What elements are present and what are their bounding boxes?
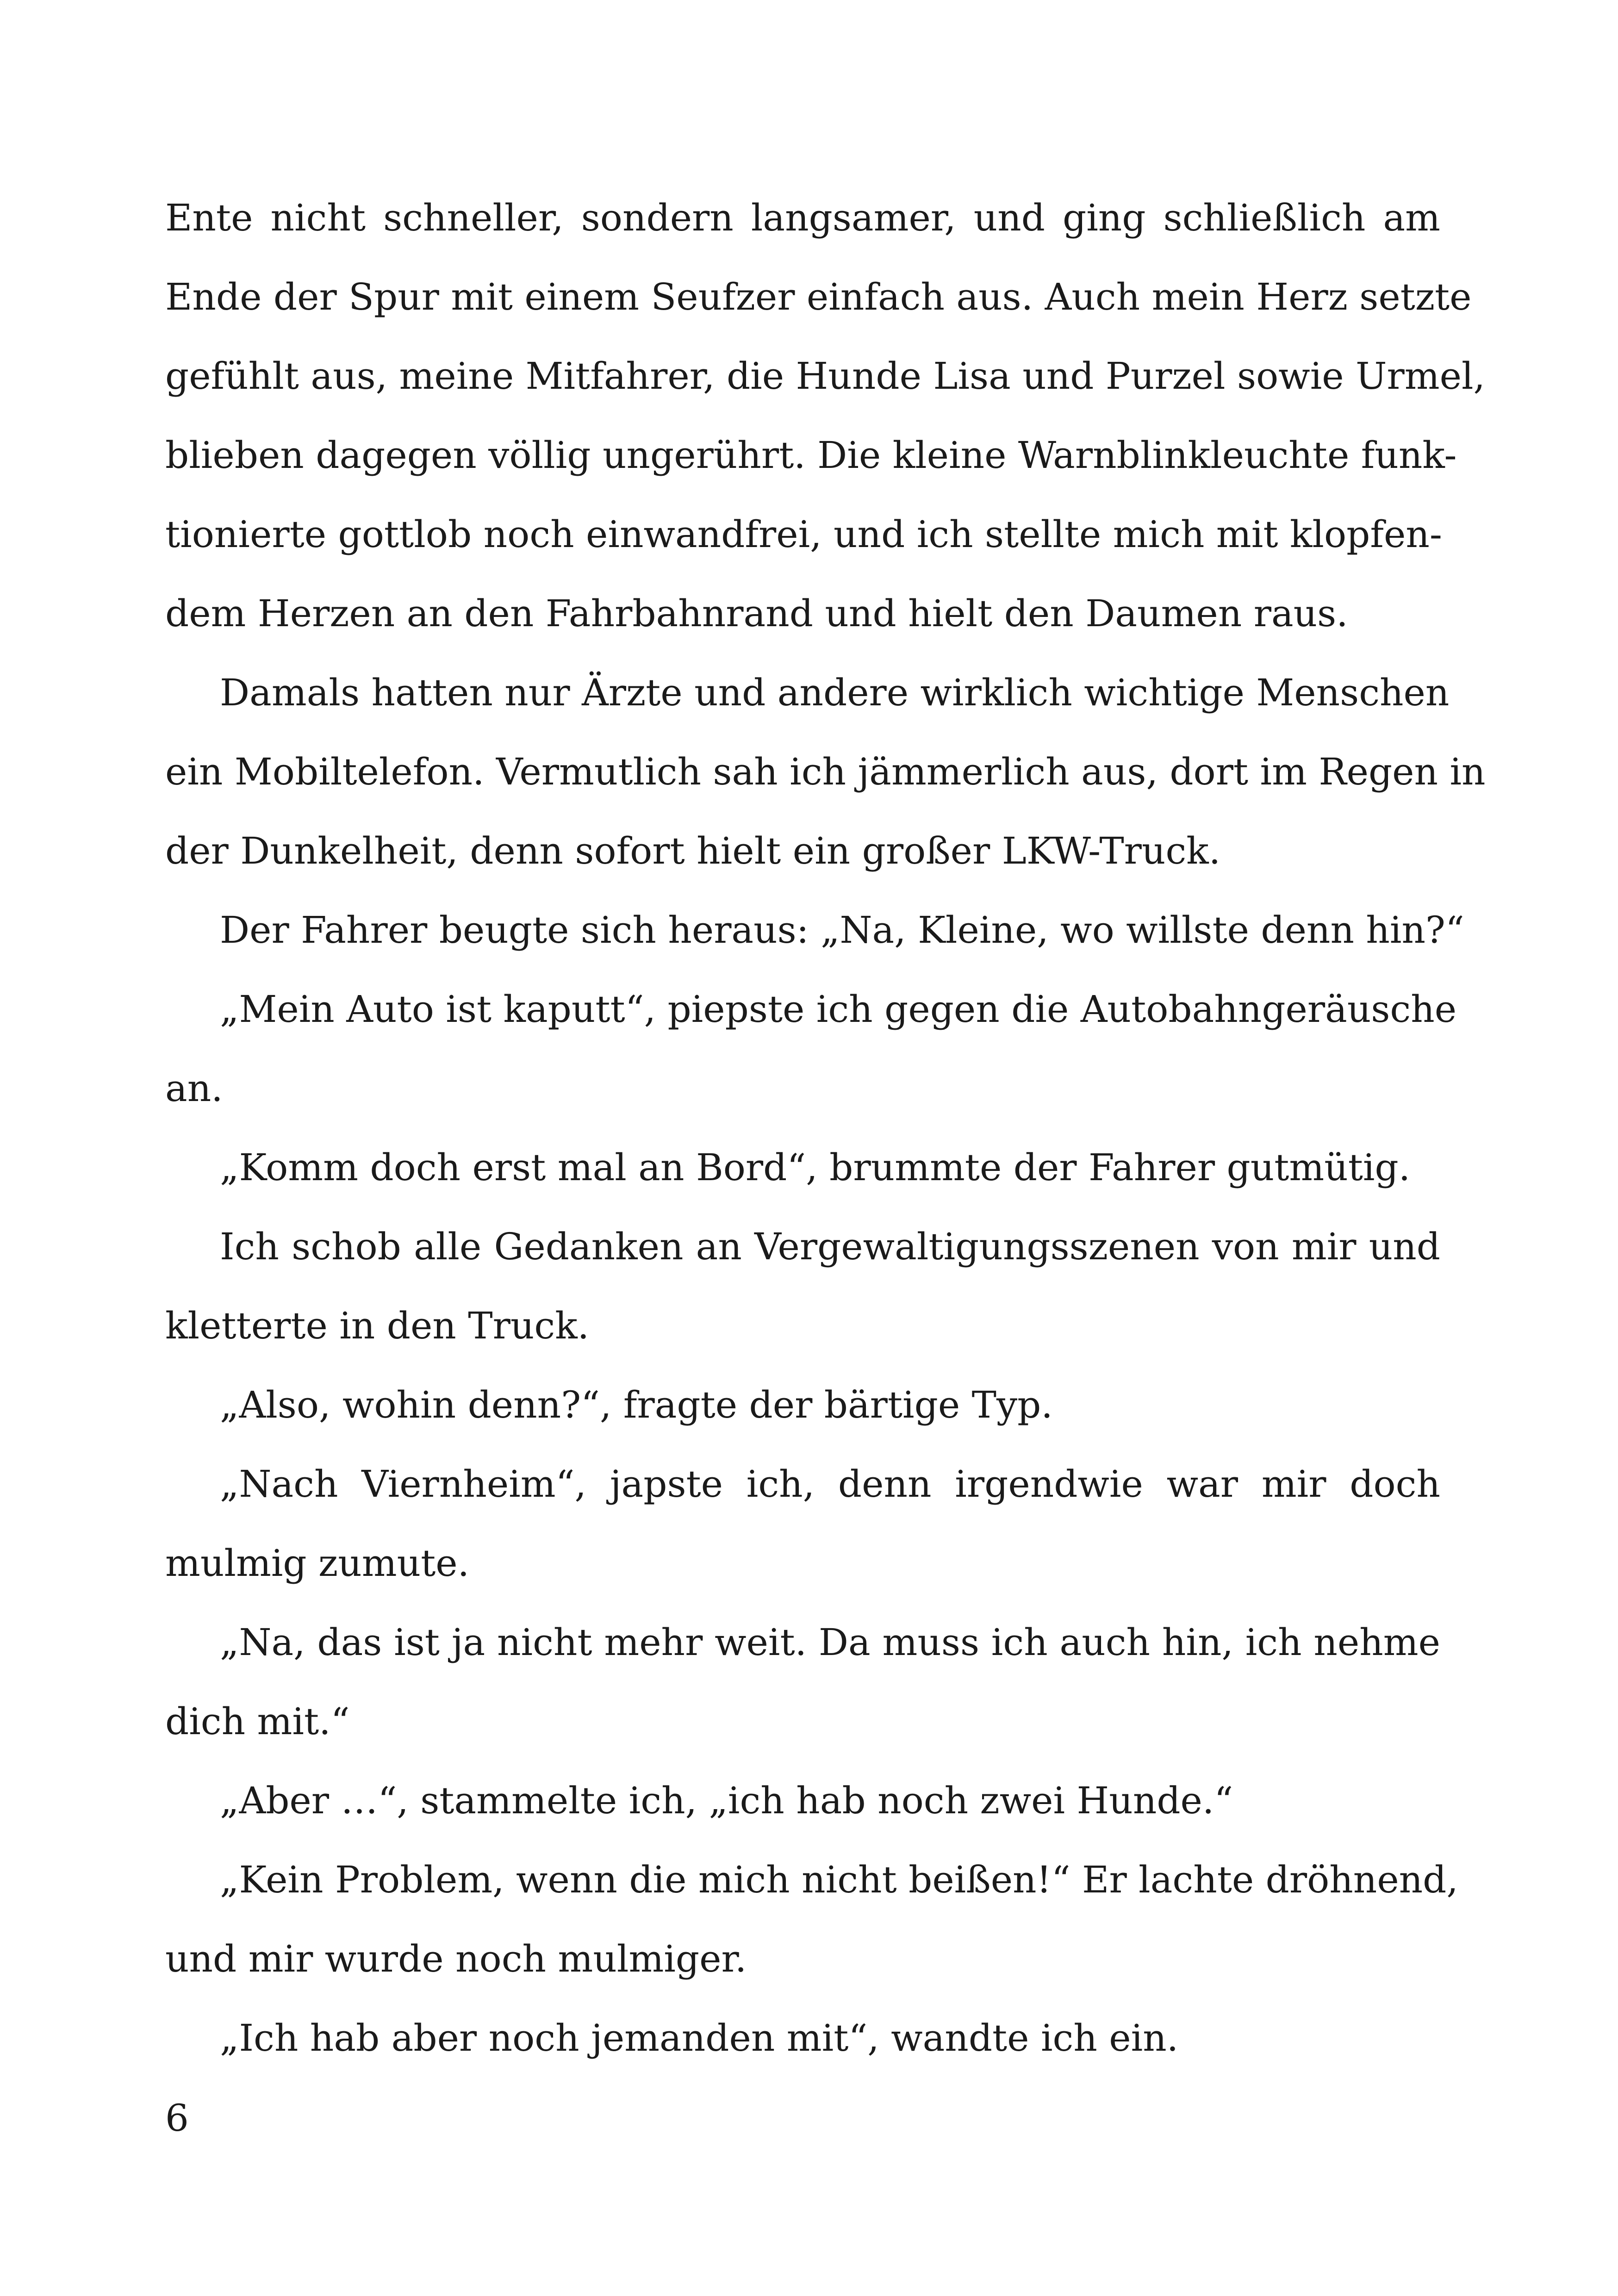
text-line: „Kein Problem, wenn die mich nicht beißen!“ Er lachte dröhnend, — [220, 1858, 1458, 1901]
text-line: ein Mobiltelefon. Vermutlich sah ich jämmerlich aus, dort im Regen in — [165, 750, 1486, 793]
text-line: Ente nicht schneller, sondern langsamer, und ging schließlich am — [165, 196, 1440, 239]
text-line: an. — [165, 1067, 223, 1110]
text-line: und mir wurde noch mulmiger. — [165, 1937, 747, 1980]
text-line: kletterte in den Truck. — [165, 1304, 590, 1347]
text-line: mulmig zumute. — [165, 1542, 470, 1585]
text-line: Der Fahrer beugte sich heraus: „Na, Kleine, wo willste denn hin?“ — [220, 908, 1464, 952]
text-line: tionierte gottlob noch einwandfrei, und ich stellte mich mit klopfen- — [165, 513, 1442, 556]
text-line: „Aber …“, stammelte ich, „ich hab noch zwei Hunde.“ — [220, 1779, 1233, 1822]
page-number: 6 — [165, 2097, 189, 2140]
text-line: „Komm doch erst mal an Bord“, brummte der Fahrer gutmütig. — [220, 1146, 1411, 1189]
text-line: dem Herzen an den Fahrbahnrand und hielt den Daumen raus. — [165, 592, 1348, 635]
text-line: „Na, das ist ja nicht mehr weit. Da muss ich auch hin, ich nehme — [220, 1621, 1440, 1664]
text-line: gefühlt aus, meine Mitfahrer, die Hunde Lisa und Purzel sowie Urmel, — [165, 355, 1485, 398]
text-line: Ende der Spur mit einem Seufzer einfach aus. Auch mein Herz setzte — [165, 275, 1472, 318]
text-line: „Mein Auto ist kaputt“, piepste ich gegen die Autobahngeräusche — [220, 988, 1457, 1031]
text-line: „Also, wohin denn?“, fragte der bärtige Typ. — [220, 1383, 1053, 1426]
text-line: „Nach Viernheim“, japste ich, denn irgendwie war mir doch — [220, 1462, 1440, 1506]
text-line: der Dunkelheit, denn sofort hielt ein großer LKW-Truck. — [165, 829, 1221, 872]
text-line: dich mit.“ — [165, 1700, 350, 1743]
body-text — [165, 178, 1486, 2078]
text-line: blieben dagegen völlig ungerührt. Die kleine Warnblinkleuchte funk- — [165, 434, 1457, 477]
text-line: Ich schob alle Gedanken an Vergewaltigungsszenen von mir und — [220, 1225, 1440, 1268]
text-line: „Ich hab aber noch jemanden mit“, wandte ich ein. — [220, 2016, 1179, 2060]
text-line: Damals hatten nur Ärzte und andere wirklich wichtige Menschen — [220, 671, 1450, 714]
